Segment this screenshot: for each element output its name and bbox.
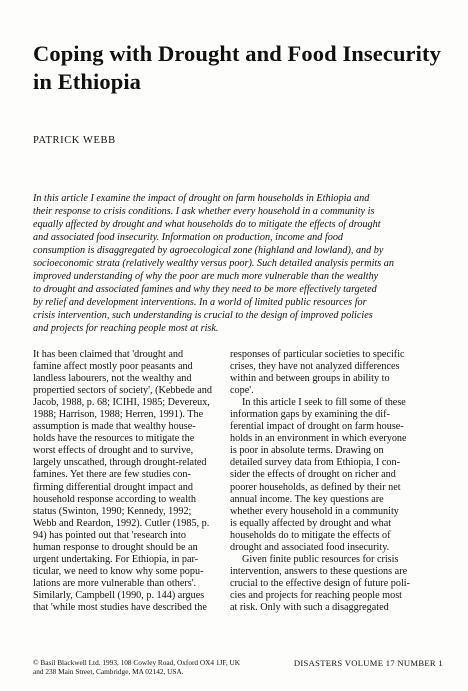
body-line: households do to mitigate the effects of: [230, 529, 391, 541]
abstract-line: crisis intervention, such understanding is crucial to the design of improved policies: [33, 310, 373, 322]
body-line: worst effects of drought and to survive,: [33, 445, 194, 457]
abstract-line: In this article I examine the impact of drought on farm households in Ethiopia and: [33, 193, 370, 204]
body-line: poorer households, as defined by their net: [230, 481, 401, 493]
abstract: [33, 192, 438, 336]
body-line: famine affect mostly poor peasants and: [33, 361, 193, 373]
abstract-line: by relief and development interventions. In a world of limited public resources for: [33, 297, 367, 309]
body-line: information gaps by examining the dif-: [230, 409, 390, 421]
body-line: lations are more vulnerable than others'.: [33, 577, 197, 589]
body-column-left: [33, 349, 224, 614]
abstract-line: improved understanding of why the poor are much more vulnerable than the wealthy: [33, 271, 379, 283]
body-line: household response according to wealth: [33, 493, 196, 505]
body-line: ticular, we need to know why some popu-: [33, 565, 204, 577]
publisher-notice: [33, 658, 240, 676]
body-line: that 'while most studies have described the: [33, 601, 207, 613]
body-line: whether every household in a community: [230, 505, 399, 517]
body-line: largely unscathed, through drought-related: [33, 457, 207, 469]
body-line: crucial to the effective design of future poli-: [230, 577, 411, 589]
body-line: famines. Yet there are few studies con-: [33, 469, 191, 481]
body-line: intervention, answers to these questions are: [230, 565, 408, 577]
body-line: drought and associated food insecurity.: [230, 541, 390, 553]
article-title: [33, 40, 443, 96]
body-line: propertied sectors of society', (Kebbede and: [33, 385, 212, 397]
body-line: at risk. Only with such a disaggregated: [230, 601, 389, 613]
body-line: cies and projects for reaching people most: [230, 589, 402, 601]
body-line: status (Swinton, 1990; Kennedy, 1992;: [33, 505, 192, 517]
abstract-line: to drought and associated famines and why they need to be more effectively targeted: [33, 284, 377, 296]
body-line: 94) has pointed out that 'research into: [33, 529, 186, 541]
abstract-line: and associated food insecurity. Information on production, income and food: [33, 232, 344, 244]
body-line: firming differential drought impact and: [33, 481, 193, 493]
title-line: Coping with Drought and Food Insecurity: [33, 41, 441, 66]
body-line: is equally affected by drought and what: [230, 517, 392, 529]
body-line: landless labourers, not the wealthy and: [33, 373, 192, 385]
body-line: 1988; Harrison, 1988; Herren, 1991). The: [33, 409, 204, 421]
body-line: urgent undertaking. For Ethiopia, in par-: [33, 553, 199, 565]
body-line: annual income. The key questions are: [230, 493, 384, 505]
body-column-right: [230, 349, 440, 614]
abstract-line: and projects for reaching people most at risk.: [33, 323, 219, 335]
paragraph-first-line: Given finite public resources for crisis: [242, 553, 399, 565]
body-line: holds in an environment in which everyone: [230, 433, 407, 445]
body-line: within and between groups in ability to: [230, 373, 390, 385]
body-line: Similarly, Campbell (1990, p. 144) argues: [33, 589, 205, 601]
body-line: assumption is made that wealthy house-: [33, 421, 196, 433]
abstract-line: their response to crisis conditions. I ask whether every household in a community is: [33, 206, 375, 218]
body-line: It has been claimed that 'drought and: [33, 349, 184, 360]
abstract-line: equally affected by drought and what households do to mitigate the effects of drought: [33, 219, 381, 231]
paragraph-first-line: In this article I seek to fill some of these: [242, 397, 406, 409]
author-name: PATRICK WEBB: [33, 135, 116, 146]
body-line: responses of particular societies to specific: [230, 349, 405, 360]
body-line: Webb and Reardon, 1992). Cutler (1985, p.: [33, 517, 210, 529]
body-line: crises, they have not analyzed differences: [230, 361, 400, 373]
body-line: human response to drought should be an: [33, 541, 198, 553]
journal-citation: DISASTERS VOLUME 17 NUMBER 1: [293, 658, 443, 668]
body-line: ferential impact of drought on farm house-: [230, 421, 404, 433]
abstract-line: socioeconomic strata (relatively wealthy versus poor). Such detailed analysis permits an: [33, 258, 394, 270]
abstract-line: consumption is disaggregated by agroecological zone (highland and lowland), and by: [33, 245, 384, 257]
publisher-line: and 238 Main Street, Cambridge, MA 02142, USA.: [33, 667, 184, 676]
title-line: in Ethiopia: [33, 69, 142, 94]
body-line: sider the effects of drought on richer and: [230, 469, 396, 481]
body-line: detailed survey data from Ethiopia, I con-: [230, 457, 401, 469]
body-line: cope'.: [230, 385, 254, 397]
body-line: holds have the resources to mitigate the: [33, 433, 195, 445]
body-line: Jacob, 1988, p. 68; ICIHI, 1985; Devereux,: [33, 397, 210, 409]
body-line: is poor in absolute terms. Drawing on: [230, 445, 384, 457]
publisher-line: © Basil Blackwell Ltd. 1993, 108 Cowley Road, Oxford OX4 1JF, UK: [33, 658, 241, 667]
